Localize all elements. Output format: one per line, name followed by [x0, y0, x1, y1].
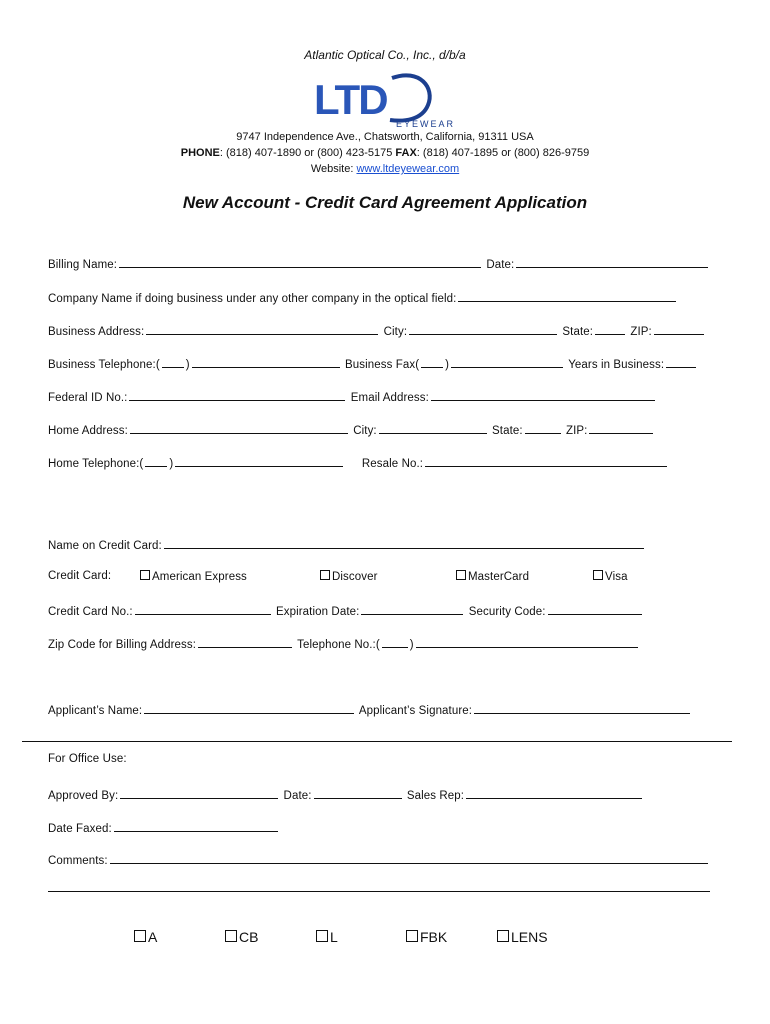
- checkbox-icon[interactable]: [406, 930, 418, 942]
- state-label: State:: [562, 326, 594, 338]
- business-address-label: Business Address:: [48, 326, 145, 338]
- form-title: New Account - Credit Card Agreement Application: [182, 193, 588, 212]
- home-address-field[interactable]: [130, 422, 348, 434]
- federal-id-label: Federal ID No.:: [48, 392, 128, 404]
- home-zip-label: ZIP:: [565, 425, 588, 437]
- business-telephone-field[interactable]: [192, 356, 340, 368]
- telephone-no-area-field[interactable]: [382, 636, 408, 648]
- date-label: Date:: [486, 259, 515, 271]
- business-address-field[interactable]: [146, 323, 378, 335]
- row-federal-id: [48, 389, 657, 404]
- row-credit-card-type: [48, 570, 748, 582]
- name-on-card-field[interactable]: [164, 537, 644, 549]
- home-address-label: Home Address:: [48, 425, 128, 437]
- billing-name-label: Billing Name:: [48, 259, 118, 271]
- american-express-option[interactable]: [140, 570, 247, 583]
- email-label: Email Address:: [350, 392, 429, 404]
- checkbox-icon[interactable]: [140, 570, 150, 580]
- years-in-business-label: Years in Business:: [568, 359, 665, 371]
- discover-label: Discover: [332, 571, 378, 583]
- row-company: [48, 290, 678, 305]
- approved-by-field[interactable]: [120, 787, 278, 799]
- office-use-heading: For Office Use:: [48, 753, 127, 765]
- phone-fax-line: [0, 147, 770, 159]
- applicants-signature-label: Applicant’s Signature:: [358, 705, 473, 717]
- divider: [22, 741, 732, 742]
- expiration-date-field[interactable]: [361, 603, 463, 615]
- company-name: Atlantic Optical Co., Inc., d/b/a: [304, 48, 466, 62]
- row-business-address: [48, 323, 706, 338]
- row-approved: [48, 787, 644, 802]
- code-fbk-label: FBK: [420, 929, 448, 945]
- row-billing: [48, 256, 710, 271]
- checkbox-icon[interactable]: [593, 570, 603, 580]
- home-zip-field[interactable]: [589, 422, 653, 434]
- date-field[interactable]: [516, 256, 708, 268]
- row-applicant: [48, 702, 692, 717]
- applicants-name-field[interactable]: [144, 702, 354, 714]
- logo-letters: LTD: [314, 76, 387, 123]
- checkbox-icon[interactable]: [134, 930, 146, 942]
- mastercard-option[interactable]: [456, 570, 529, 583]
- business-fax-label: Business Fax(: [344, 359, 420, 371]
- security-code-field[interactable]: [548, 603, 642, 615]
- business-fax-field[interactable]: [451, 356, 563, 368]
- code-a-option[interactable]: [134, 929, 157, 945]
- office-date-label: Date:: [283, 790, 312, 802]
- phone-value: : (818) 407-1890 or (800) 423-5175: [219, 147, 396, 159]
- row-business-telephone: [48, 356, 698, 371]
- code-cb-label: CB: [239, 929, 259, 945]
- email-field[interactable]: [431, 389, 655, 401]
- credit-card-no-field[interactable]: [135, 603, 271, 615]
- city-field[interactable]: [409, 323, 557, 335]
- paren-close: ): [185, 359, 190, 371]
- resale-no-field[interactable]: [425, 455, 667, 467]
- code-l-label: L: [330, 929, 338, 945]
- name-on-card-label: Name on Credit Card:: [48, 540, 162, 552]
- logo-eyewear-text: EYEWEAR: [396, 119, 456, 129]
- code-lens-option[interactable]: [497, 929, 548, 945]
- fax-value: : (818) 407-1895 or (800) 826-9759: [416, 147, 590, 159]
- federal-id-field[interactable]: [129, 389, 345, 401]
- security-code-label: Security Code:: [468, 606, 546, 618]
- checkbox-icon[interactable]: [456, 570, 466, 580]
- office-date-field[interactable]: [314, 787, 402, 799]
- code-a-label: A: [148, 929, 158, 945]
- checkbox-icon[interactable]: [320, 570, 330, 580]
- business-fax-area-field[interactable]: [421, 356, 443, 368]
- applicants-name-label: Applicant’s Name:: [48, 705, 143, 717]
- zip-label: ZIP:: [630, 326, 652, 338]
- discover-option[interactable]: [320, 570, 378, 583]
- paren-close: ): [445, 359, 450, 371]
- address-line: 9747 Independence Ave., Chatsworth, California, 91311 USA: [236, 131, 534, 143]
- company-name-field[interactable]: [458, 290, 676, 302]
- city-label: City:: [383, 326, 408, 338]
- home-state-label: State:: [492, 425, 523, 437]
- expiration-date-label: Expiration Date:: [275, 606, 360, 618]
- checkbox-icon[interactable]: [225, 930, 237, 942]
- home-state-field[interactable]: [525, 422, 561, 434]
- home-city-label: City:: [353, 425, 377, 437]
- website-link[interactable]: www.ltdeyewear.com: [356, 163, 460, 175]
- company-name-label: Company Name if doing business under any other company in the optical field:: [48, 293, 457, 305]
- credit-card-no-label: Credit Card No.:: [48, 606, 133, 618]
- paren-close: ): [409, 639, 414, 651]
- paren-close: ): [169, 458, 174, 470]
- code-l-option[interactable]: [316, 929, 338, 945]
- zip-billing-label: Zip Code for Billing Address:: [48, 639, 196, 651]
- state-field[interactable]: [595, 323, 625, 335]
- code-cb-option[interactable]: [225, 929, 258, 945]
- website-line: [0, 163, 770, 175]
- code-fbk-option[interactable]: [406, 929, 447, 945]
- mastercard-label: MasterCard: [468, 571, 530, 583]
- checkbox-icon[interactable]: [316, 930, 328, 942]
- zip-field[interactable]: [654, 323, 704, 335]
- home-city-field[interactable]: [379, 422, 487, 434]
- years-in-business-field[interactable]: [666, 356, 696, 368]
- comments-field[interactable]: [110, 852, 708, 864]
- credit-card-label: Credit Card:: [48, 570, 112, 582]
- ltd-logo-icon: [300, 70, 470, 130]
- resale-no-label: Resale No.:: [361, 458, 424, 470]
- home-telephone-label: Home Telephone:(: [48, 458, 144, 470]
- visa-label: Visa: [605, 571, 628, 583]
- date-faxed-field[interactable]: [114, 820, 278, 832]
- row-comments: [48, 852, 710, 867]
- row-zip-billing: [48, 636, 640, 651]
- comments-label: Comments:: [48, 855, 108, 867]
- business-telephone-label: Business Telephone:(: [48, 359, 160, 371]
- row-home-address: [48, 422, 655, 437]
- sales-rep-field[interactable]: [466, 787, 642, 799]
- business-telephone-area-field[interactable]: [162, 356, 184, 368]
- row-credit-card-no: [48, 603, 644, 618]
- home-telephone-field[interactable]: [175, 455, 343, 467]
- row-home-telephone: [48, 455, 669, 470]
- visa-option[interactable]: [593, 570, 628, 583]
- row-name-on-card: [48, 537, 646, 552]
- fax-label: FAX: [395, 147, 417, 159]
- row-date-faxed: [48, 820, 280, 835]
- home-telephone-area-field[interactable]: [145, 455, 167, 467]
- billing-name-field[interactable]: [119, 256, 481, 268]
- date-faxed-label: Date Faxed:: [48, 823, 112, 835]
- american-express-label: American Express: [152, 571, 247, 583]
- phone-label: PHONE: [180, 147, 220, 159]
- checkbox-icon[interactable]: [497, 930, 509, 942]
- approved-by-label: Approved By:: [48, 790, 119, 802]
- website-label: Website:: [310, 163, 357, 175]
- code-lens-label: LENS: [511, 929, 548, 945]
- zip-billing-field[interactable]: [198, 636, 292, 648]
- comments-field-line-2[interactable]: [48, 891, 710, 892]
- telephone-no-label: Telephone No.:(: [297, 639, 380, 651]
- telephone-no-field[interactable]: [416, 636, 638, 648]
- sales-rep-label: Sales Rep:: [406, 790, 465, 802]
- ltd-eyewear-logo: [300, 70, 470, 130]
- applicants-signature-field[interactable]: [474, 702, 690, 714]
